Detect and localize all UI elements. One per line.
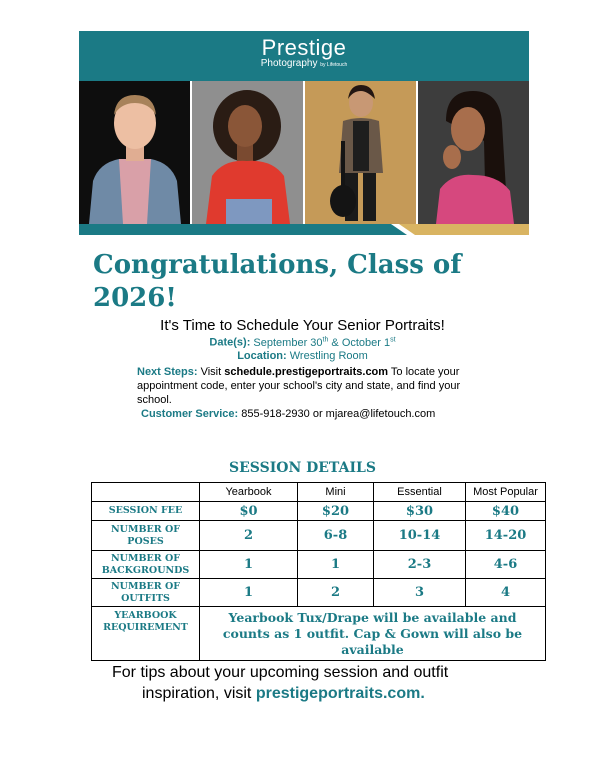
- table-cell: $30: [374, 502, 466, 521]
- table-row-requirement: [92, 607, 546, 661]
- row-label: NUMBER OF BACKGROUNDS: [92, 551, 200, 579]
- table-cell: $40: [466, 502, 546, 521]
- table-header-row: [92, 483, 546, 502]
- customer-service: [141, 408, 435, 420]
- logo-name: Prestige: [261, 35, 347, 60]
- tips-link[interactable]: prestigeportraits.com.: [255, 685, 425, 702]
- table-cell: $20: [298, 502, 374, 521]
- location-label: Location:: [237, 350, 287, 362]
- page-title: Congratulations, Class of 2026!: [93, 250, 462, 313]
- prestige-logo: [79, 37, 529, 71]
- header-banner: [79, 31, 529, 81]
- requirement-text: Yearbook Tux/Drape will be available and counts as 1 outfit. Cap & Gown will also be available: [200, 607, 546, 661]
- session-details-title: SESSION DETAILS: [229, 460, 376, 476]
- color-band: [79, 224, 529, 235]
- customer-service-label: Customer Service:: [141, 408, 239, 420]
- column-header: Mini: [298, 483, 374, 502]
- photo-strip: [79, 81, 529, 224]
- table-row: [92, 502, 546, 521]
- table-cell: 1: [298, 551, 374, 579]
- next-steps-label: Next Steps:: [137, 366, 198, 378]
- table-row: [92, 521, 546, 551]
- column-header: Yearbook: [200, 483, 298, 502]
- date-label: Date(s):: [209, 336, 251, 349]
- table-cell: 1: [200, 579, 298, 607]
- table-cell: 4-6: [466, 551, 546, 579]
- portrait-photo-2: [192, 81, 303, 224]
- tips-line2: inspiration, visit: [142, 685, 256, 702]
- table-cell: $0: [200, 502, 298, 521]
- table-corner: [92, 483, 200, 502]
- portrait-photo-3: [305, 81, 416, 224]
- row-label: YEARBOOK REQUIREMENT: [92, 607, 200, 661]
- table-cell: 14-20: [466, 521, 546, 551]
- table-cell: 2: [298, 579, 374, 607]
- table-cell: 2: [200, 521, 298, 551]
- row-label: NUMBER OF OUTFITS: [92, 579, 200, 607]
- table-cell: 2-3: [374, 551, 466, 579]
- schedule-link[interactable]: schedule.prestigeportraits.com: [224, 366, 389, 378]
- table-row: [92, 579, 546, 607]
- row-label: NUMBER OF POSES: [92, 521, 200, 551]
- tips-line1: For tips about your upcoming session and outfit: [112, 664, 449, 681]
- logo-by: by Lifetouch: [320, 62, 348, 68]
- location-value: Wrestling Room: [289, 350, 368, 362]
- table-cell: 6-8: [298, 521, 374, 551]
- table-cell: 4: [466, 579, 546, 607]
- row-label: SESSION FEE: [92, 502, 200, 521]
- next-steps: Next Steps: Visit schedule.prestigeportraits.com To locate your appointment code, enter your school's city and state, and find your school.: [137, 366, 461, 406]
- location-line: [0, 350, 605, 362]
- customer-service-value: 855-918-2930 or mjarea@lifetouch.com: [238, 408, 436, 420]
- column-header: Most Popular: [466, 483, 546, 502]
- logo-sub: Photography: [260, 58, 318, 69]
- portrait-photo-4: [418, 81, 529, 224]
- session-table: [91, 482, 546, 661]
- table-cell: 3: [374, 579, 466, 607]
- date-line: [0, 336, 605, 349]
- table-cell: 1: [200, 551, 298, 579]
- date-value: September 30th & October 1st: [253, 336, 396, 349]
- tips: [112, 662, 532, 704]
- column-header: Essential: [374, 483, 466, 502]
- table-row: [92, 551, 546, 579]
- table-cell: 10-14: [374, 521, 466, 551]
- subtitle: It's Time to Schedule Your Senior Portraits!: [160, 317, 445, 334]
- portrait-photo-1: [79, 81, 190, 224]
